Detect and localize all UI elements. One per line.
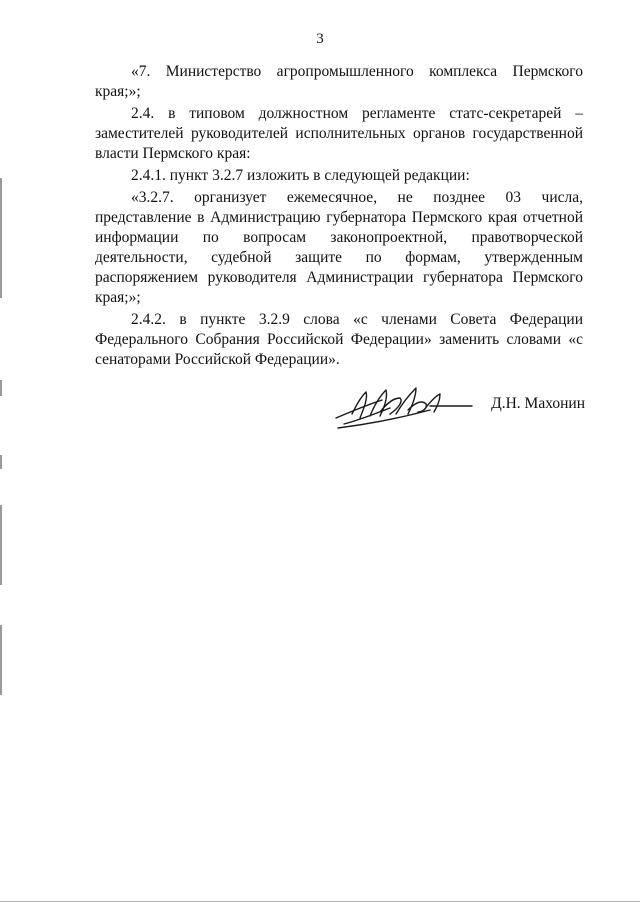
scan-edge-mark [0,505,2,585]
document-body [95,62,583,372]
paragraph-2-4: 2.4. в типовом должностном регламенте статс-секретарей – заместителей руководителей исполнительных органов государственной власти Пермского края: [95,105,583,162]
scan-bottom-edge [0,901,640,902]
page-number: 3 [316,31,324,47]
paragraph-2-4-2: 2.4.2. в пункте 3.2.9 слова «с членами Совета Федерации Федерального Собрания Российской Федерации» заменить словами «с сенаторами Российской Федерации». [95,311,583,368]
handwritten-signature [330,384,475,432]
paragraph-3-2-7: «3.2.7. организует ежемесячное, не позднее 03 числа, представление в Администрацию губернатора Пермского края отчетной информации по вопросам законопроектной, правотворческой деятельности, судебной защите по формам, утвержденным распоряжением руководителя Администрации губернатора Пермского края;»; [95,189,583,306]
scan-edge-mark [0,455,2,469]
signer-name: Д.Н. Махонин [491,395,585,412]
paragraph-ministry-item: «7. Министерство агропромышленного комплекса Пермского края;»; [95,63,583,100]
scan-edge-mark [0,178,2,298]
scan-edge-mark [0,625,2,695]
scan-edge-mark [0,380,2,396]
paragraph-2-4-1: 2.4.1. пункт 3.2.7 изложить в следующей редакции: [131,167,470,184]
signature-block [330,384,585,434]
